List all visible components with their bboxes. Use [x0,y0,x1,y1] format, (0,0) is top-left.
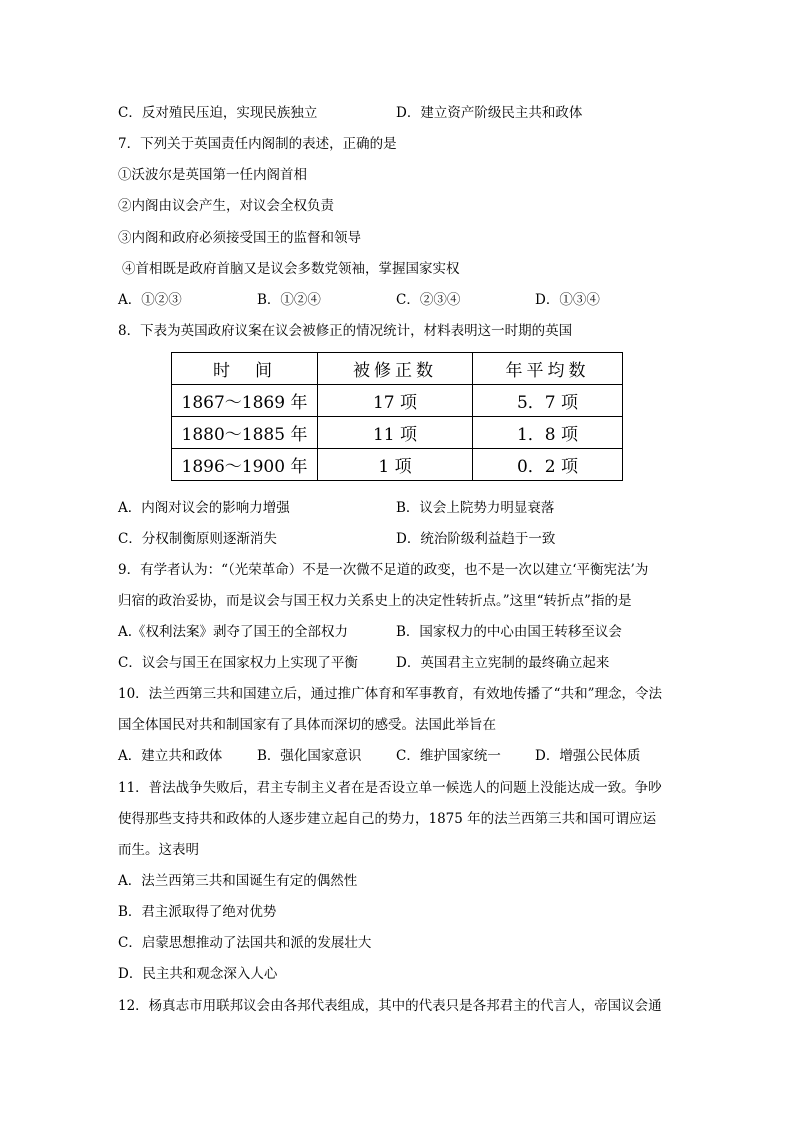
q10-stem-line-1: 10．法兰西第三共和国建立后，通过推广体育和军事教育，有效地传播了“共和”理念，令法 [118,686,662,702]
q7-item-2: ②内阁由议会产生，对议会全权负责 [118,198,334,214]
q7-option-d: D．①③④ [535,292,600,308]
q9-option-c: C．议会与国王在国家权力上实现了平衡 [118,655,358,671]
q7-option-a: A．①②③ [118,292,182,308]
q10-option-d: D．增强公民体质 [535,748,641,764]
amendment-stats-table [171,352,623,481]
table-row [172,385,623,417]
table-header-row [172,353,623,385]
q7-item-4: ④首相既是政府首脑又是议会多数党领袖，掌握国家实权 [122,261,460,277]
q9-option-d: D．英国君主立宪制的最终确立起来 [396,655,610,671]
header-time: 时 间 [172,353,318,385]
q7-item-1: ①沃波尔是英国第一任内阁首相 [118,167,307,183]
q11-option-d: D．民主共和观念深入人心 [118,966,278,982]
cell-period: 1880～1885 年 [172,417,318,449]
header-amended-count: 被修正数 [318,353,473,385]
q12-stem-line-1: 12．杨真志市用联邦议会由各邦代表组成，其中的代表只是各邦君主的代言人，帝国议会通 [118,998,662,1014]
q11-option-b: B．君主派取得了绝对优势 [118,904,277,920]
q11-option-a: A．法兰西第三共和国诞生有定的偶然性 [118,873,358,889]
cell-count: 11 项 [318,417,473,449]
q9-stem-line-2: 归宿的政治妥协，而是议会与国王权力关系史上的决定性转折点。”这里“转折点”指的是 [118,593,632,609]
q7-option-c: C．②③④ [396,292,461,308]
q8-option-d: D．统治阶级利益趋于一致 [396,531,556,547]
q9-option-a: A.《权利法案》剥夺了国王的全部权力 [118,624,349,640]
cell-average: 5．7 项 [473,385,623,417]
q10-option-c: C．维护国家统一 [396,748,501,764]
q11-stem-line-3: 而生。这表明 [118,842,199,858]
table-row [172,417,623,449]
q8-option-b: B．议会上院势力明显衰落 [396,500,555,516]
q11-stem-line-1: 11．普法战争失败后，君主专制主义者在是否设立单一候选人的问题上没能达成一致。争吵 [118,780,662,796]
q7-stem: 7．下列关于英国责任内阁制的表述，正确的是 [118,136,397,152]
q6-option-d: D．建立资产阶级民主共和政体 [396,105,583,121]
table-row [172,449,623,481]
cell-count: 1 项 [318,449,473,481]
cell-count: 17 项 [318,385,473,417]
cell-average: 1．8 项 [473,417,623,449]
q8-option-a: A．内阁对议会的影响力增强 [118,500,290,516]
cell-period: 1867～1869 年 [172,385,318,417]
q10-option-a: A．建立共和政体 [118,748,223,764]
header-annual-average: 年平均数 [473,353,623,385]
q9-option-b: B．国家权力的中心由国王转移至议会 [396,624,622,640]
q8-stem: 8．下表为英国政府议案在议会被修正的情况统计，材料表明这一时期的英国 [118,323,573,339]
q8-option-c: C．分权制衡原则逐渐消失 [118,531,277,547]
q11-stem-line-2: 使得那些支持共和政体的人逐步建立起自己的势力，1875 年的法兰西第三共和国可谓应运 [118,811,657,827]
cell-average: 0．2 项 [473,449,623,481]
q6-option-c: C．反对殖民压迫，实现民族独立 [118,105,318,121]
q10-stem-line-2: 国全体国民对共和制国家有了具体而深切的感受。法国此举旨在 [118,717,496,733]
cell-period: 1896～1900 年 [172,449,318,481]
q11-option-c: C．启蒙思想推动了法国共和派的发展壮大 [118,935,372,951]
q10-option-b: B．强化国家意识 [257,748,362,764]
q7-item-3: ③内阁和政府必须接受国王的监督和领导 [118,230,361,246]
q9-stem-line-1: 9．有学者认为：“（光荣革命）不是一次微不足道的政变，也不是一次以建立‘平衡宪法’为 [118,562,649,578]
q7-option-b: B．①②④ [257,292,321,308]
